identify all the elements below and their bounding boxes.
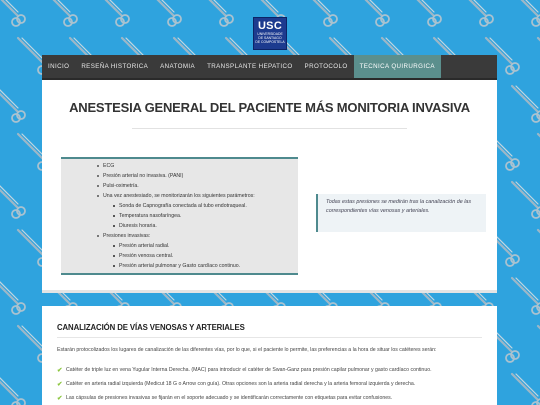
check-icon: ✔ [57, 367, 63, 374]
surgical-scissors-icon [356, 0, 389, 26]
nav-item-inicio[interactable]: INICIO [48, 63, 70, 70]
main-content-panel [42, 80, 497, 293]
surgical-scissors-icon [148, 0, 181, 26]
surgical-scissors-icon [512, 182, 540, 218]
list-subitem: Presión venosa central. [119, 253, 174, 259]
surgical-scissors-icon [512, 0, 540, 26]
surgical-scissors-icon [96, 0, 129, 26]
list-item [57, 367, 432, 374]
surgical-scissors-icon [460, 0, 493, 26]
section-divider [57, 337, 482, 338]
page-title: ANESTESIA GENERAL DEL PACIENTE MÁS MONITORIA INVASIVA [69, 100, 470, 115]
nav-item-anatomia[interactable]: ANATOMIA [160, 63, 196, 70]
logo-main: USC [257, 20, 283, 32]
list-subitem: Presión arterial pulmonar y Gasto cardíaco continuo. [119, 263, 241, 269]
nav-item-resena-historica[interactable]: RESEÑA HISTORICA [81, 63, 149, 70]
university-logo[interactable] [253, 17, 287, 50]
list-item: Presión arterial no invasiva. (PANI) [103, 173, 184, 179]
main-navigation [42, 55, 497, 80]
check-icon: ✔ [57, 395, 63, 402]
bullet-text: Catéter de triple luz en vena Yugular Interna Derecha. (MAC) para introducir el catéter de Swan-Ganz para presión capilar pulmonar y gasto cardíaco continuo. [66, 367, 432, 373]
surgical-scissors-icon [200, 0, 233, 26]
surgical-scissors-icon [512, 374, 540, 405]
surgical-scissors-icon [512, 86, 540, 122]
list-item: ECG [103, 163, 115, 169]
logo-sub1: UNIVERSIDADE [257, 32, 283, 36]
nav-item-protocolo[interactable]: PROTOCOLO [304, 63, 348, 70]
list-subitem: Sonda de Capnografía conectada al tubo endotraqueal. [119, 203, 247, 209]
logo-sub2: DE SANTIAGO [258, 36, 282, 40]
surgical-scissors-icon [0, 182, 25, 218]
surgical-scissors-icon [304, 0, 337, 26]
section-title: CANALIZACIÓN DE VÍAS VENOSAS Y ARTERIALES [57, 323, 245, 332]
list-item: Pulsi-oximetría. [103, 183, 139, 189]
list-item: Presiones invasivas: [103, 233, 151, 239]
surgical-scissors-icon [408, 0, 441, 26]
monitoring-list-box [61, 157, 298, 275]
list-item [57, 395, 393, 402]
title-divider [132, 128, 407, 129]
note-blockquote: Todas estas presiones se medirán tras la canalización de las correspondientes vías venosas y arteriales. [316, 194, 486, 232]
nav-item-tecnica-quirurgica[interactable]: TECNICA QUIRURGICA [354, 55, 441, 78]
surgical-scissors-icon [512, 278, 540, 314]
list-item [57, 381, 416, 388]
surgical-scissors-icon [0, 278, 25, 314]
bullet-text: Las cápsulas de presiones invasivas se fijarán en el soporte adecuado y se identificarán correctamente con etiquetas para evitar confusiones. [66, 395, 393, 401]
list-subitem: Presión arterial radial. [119, 243, 170, 249]
list-subitem: Temperatura nasofaríngea. [119, 213, 182, 219]
surgical-scissors-icon [44, 0, 77, 26]
list-item: Una vez anestesiado, se monitorizarán los siguientes parámetros: [103, 193, 255, 199]
bullet-text: Catéter en arteria radial izquierda (Medicut 18 G o Arrow con guía). Otras opciones son la arteria radial derecha y la arteria femoral izquierda y derecha. [66, 381, 416, 387]
surgical-scissors-icon [0, 0, 25, 26]
surgical-scissors-icon [0, 374, 25, 405]
surgical-scissors-icon [0, 86, 25, 122]
section-intro: Estarán protocolizados los lugares de canalización de las diferentes vías, por lo que, si el paciente lo permite, las preferencias a la hora de situar los catéteres serán: [57, 347, 437, 353]
canalizacion-section [42, 306, 497, 405]
nav-item-transplante-hepatico[interactable]: TRANSPLANTE HEPATICO [207, 63, 293, 70]
list-subitem: Diuresis horaria. [119, 223, 157, 229]
check-icon: ✔ [57, 381, 63, 388]
logo-sub3: DE COMPOSTELA [255, 40, 285, 44]
